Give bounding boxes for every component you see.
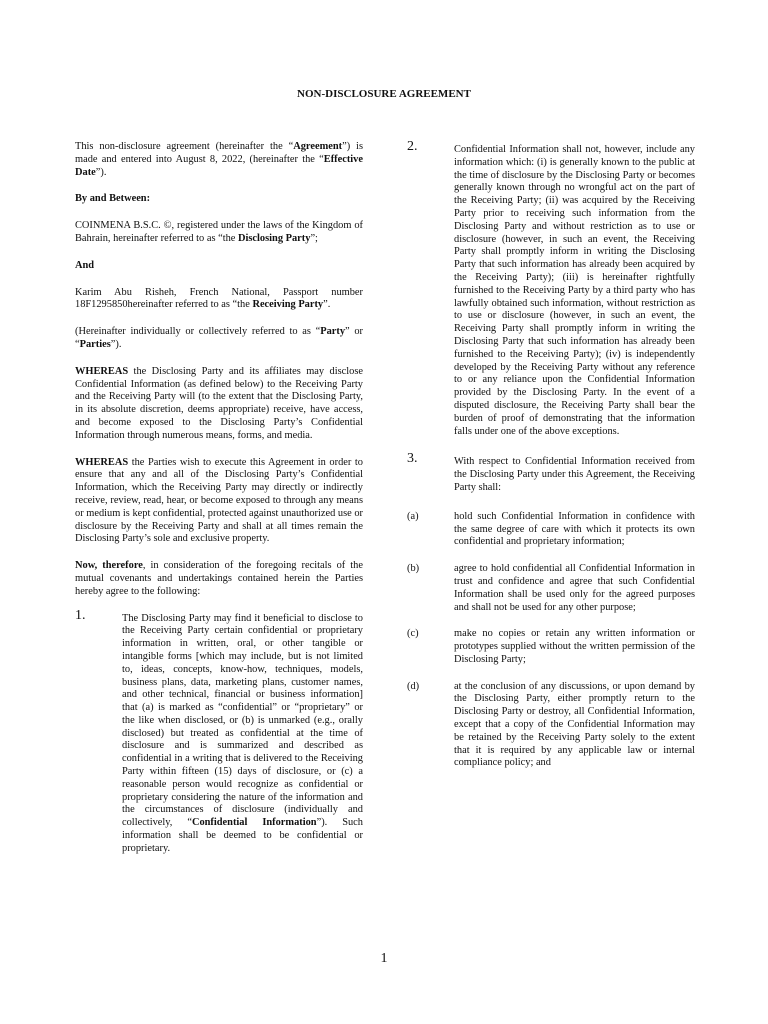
clause-1 (75, 607, 363, 856)
left-column (75, 141, 363, 856)
item-label: (c) (407, 628, 419, 640)
clause-number: 3. (407, 451, 418, 467)
clause-3 (407, 451, 695, 494)
and-heading: And (75, 259, 95, 271)
item-text: make no copies or retain any written information or prototypes supplied without the written permission of the Disclosing Party; (454, 628, 695, 665)
intro-paragraph: This non-disclosure agreement (hereinafter the “Agreement”) is made and entered into August 8, 2022, (hereinafter the “Effective Date”). (75, 141, 363, 178)
item-label: (a) (407, 510, 419, 522)
item-text: hold such Confidential Information in confidence with the same degree of care with which it protects its own confidential and proprietary information; (454, 510, 695, 548)
item-label: (d) (407, 680, 420, 692)
clause-3-item-a (407, 511, 695, 549)
by-and-between-heading: By and Between: (75, 193, 151, 205)
right-column (407, 139, 695, 784)
now-therefore-paragraph: Now, therefore, in consideration of the foregoing recitals of the mutual covenants and undertakings contained herein the Parties hereby agree to the following: (75, 560, 363, 597)
item-text: agree to hold confidential all Confidential Information in trust and confidence and agree that such Confidential Information shall be used only for the agreed purposes and shall not be used for any other purpose; (454, 563, 695, 613)
clause-text: With respect to Confidential Information received from the Disclosing Party under this Agreement, the Receiving Party shall: (454, 456, 695, 493)
whereas-paragraph-2: WHEREAS the Parties wish to execute this Agreement in order to ensure that any and all of the Disclosing Party’s Confidential Information, which the Receiving Party may directly or indirectly receive, review, read, hear, or become exposed to through any means or medium is kept confidential, protected against unauthorized use or disclosure by the Receiving Party and shall at all times remain the Disclosing Party’s sole and exclusive property. (75, 456, 363, 545)
effective-date-term: Effective Date (75, 153, 363, 178)
clause-3-item-d (407, 681, 695, 771)
agreement-term: Agreement (293, 141, 343, 152)
clause-text: The Disclosing Party may find it beneficial to disclose to the Receiving Party certain confidential or proprietary information in written, oral, or other tangible or intangible forms [which may include, but is not limited to, ideas, concepts, know-how, techniques, models, business plans, data, marketing plans, customer names, and other technical, financial or business information] that (a) is marked as “confidential” or “proprietary” or the like when disclosed, or (b) is unmarked (e.g., orally disclosed) but treated as confidential at the time of disclosure and is summarized and described as confidential in a writing that is delivered to the Receiving Party within fifteen (15) days of disclosure, or (c) a reasonable person would recognize as confidential or proprietary considering the nature of the information and the circumstances of disclosure (individually and collectively, “Confidential Information”). Such information shall be deemed to be confidential or proprietary. (122, 612, 363, 854)
clause-number: 2. (407, 139, 418, 154)
clause-number: 1. (75, 607, 86, 623)
party-term: Party (320, 326, 346, 338)
clause-text: Confidential Information shall not, however, include any information which: (i) is generally known to the public at the time of disclosure by the Disclosing Party or becomes generally known through no wrongful act on the part of the Receiving Party; (ii) was acquired by the Receiving Party prior to receiving such information from the Disclosing Party and without restriction as to use or disclosure (however, in such an event, the Receiving Party shall promptly inform in writing the Disclosing Party that such information has already been acquired by the Receiving Party); (iii) is hereinafter rightfully furnished to the Receiving Party by a third party who has lawfully obtained such information, without restriction as to use or disclosure (however, in such an event, the Receiving Party shall promptly inform in writing the Disclosing Party that such information has already been furnished to the Receiving Party); (iv) is independently developed by the Receiving Party without any reference to or any reliance upon the Confidential Information provided by the Disclosing Party. In the event of a disputed disclosure, the Receiving Party shall bear the burden of proof of demonstrating that the information falls under one of the above exceptions. (454, 144, 695, 437)
document-title: NON-DISCLOSURE AGREEMENT (297, 88, 471, 100)
item-label: (b) (407, 563, 420, 575)
whereas-paragraph-1: WHEREAS the Disclosing Party and its affiliates may disclose Confidential Information (as defined below) to the Receiving Party and the Receiving Party will (to the extent that the Disclosing Party, in its absolute discretion, deems appropriate) receive, have access, and become exposed to the Disclosing Party’s Confidential Information through numerous means, forms, and media. (75, 365, 363, 441)
item-text: at the conclusion of any discussions, or upon demand by the Disclosing Party, either promptly return to the Disclosing Party or destroy, all Confidential Information, except that a copy of the Confidential Information may be retained by the Receiving Party solely to the extent that it is required by any applicable law or internal compliance policy; and (454, 680, 695, 769)
receiving-party-term: Receiving Party (252, 299, 324, 311)
parties-definition-paragraph: (Hereinafter individually or collectively referred to as “Party” or “Parties”). (75, 326, 363, 350)
clause-3-item-c (407, 628, 695, 666)
parties-term: Parties (79, 338, 111, 350)
page-number: 1 (380, 951, 388, 966)
clause-2 (407, 139, 695, 438)
disclosing-party-term: Disclosing Party (237, 232, 311, 244)
confidential-information-term: Confidential Information (191, 817, 317, 829)
clause-3-item-b (407, 563, 695, 614)
receiving-party-paragraph: Karim Abu Risheh, French National, Passport number 18F1295850hereinafter referred to as “the Receiving Party”. (75, 286, 363, 311)
disclosing-party-paragraph: COINMENA B.S.C. ©, registered under the laws of the Kingdom of Bahrain, hereinafter referred to as “the Disclosing Party”; (75, 220, 363, 244)
